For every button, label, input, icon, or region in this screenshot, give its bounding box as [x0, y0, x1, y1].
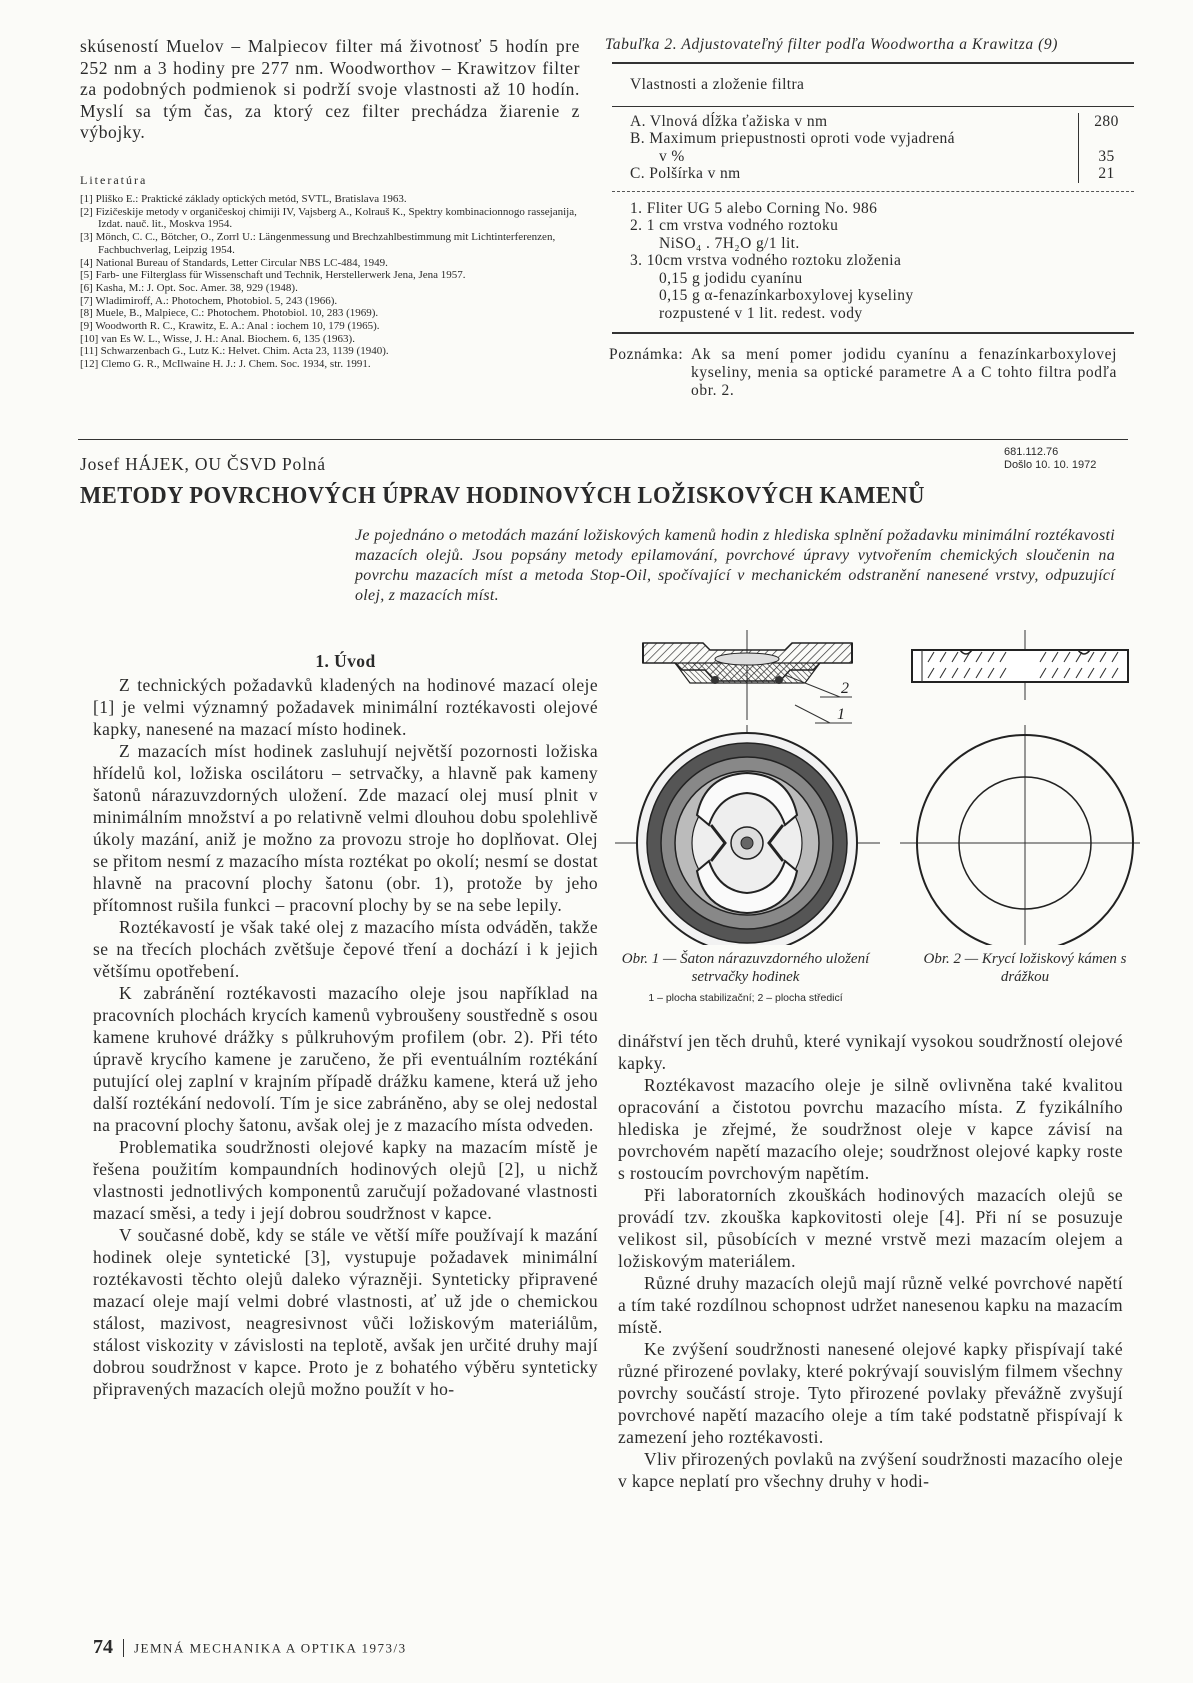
property-value: 21 [1098, 165, 1115, 182]
body-paragraph: dinářství jen těch druhů, které vynikají vysokou soudržností olejové kapky. [618, 1031, 1123, 1073]
body-paragraph: Při laboratorních zkouškách hodinových mazacích olejů se provádí tzv. zkouška kapkovitosti oleje [4]. Při ní se posuzuje velikost sil, působících v mezné vrstvě mezi mazacím olejem a ložiskovým materiálem. [618, 1185, 1123, 1271]
body-paragraph: Vliv přirozených povlaků na zvýšení soudržnosti mazacího oleje v kapce neplatí pro všechny druhy v hodi- [618, 1449, 1123, 1491]
body-column-left [93, 650, 598, 1400]
composition-line: 1. Fliter UG 5 alebo Corning No. 986 [630, 199, 878, 217]
property-label: C. Polšírka v nm [630, 165, 741, 182]
article-abstract: Je pojednáno o metodách mazání ložiskových kamenů hodin z hlediska splnění požadavku minimální roztékavosti mazacích olejů. Jsou popsány metody epilamování, povrchové úpravy vytvořením chemických sloučenin na povrchu mazacích míst a metoda Stop-Oil, spočívající v mechanickém odstranění nanesené vrstvy, odpuzující olej, z mazacích míst. [355, 527, 1115, 604]
received-date: Došlo 10. 10. 1972 [1004, 459, 1097, 471]
figure-2-cap-jewel [900, 625, 1140, 945]
note-text: Ak sa mení pomer jodidu cyanínu a fenazínkarboxylovej kyseliny, menia sa optické parametre A a C tohto filtra podľa obr. 2. [691, 346, 1117, 399]
body-paragraph: V současné době, kdy se stále ve větší míře používají k mazání hodinek oleje syntetické [3], vystupuje požadavek minimální roztékavosti těchto olejů daleko výrazněji. Synteticky připravené mazací oleje mají velmi dobré vlastnosti, ať už jde o chemickou stálost, mazivost, neagresivnost vůči ložiskovým materiálům, stálost viskozity v závislosti na teplotě, avšak jen určité druhy mají dobrou soudržnost v kapce. Proto je z bohatého výběru synteticky připravených mazacích olejů možno použít v ho- [93, 1225, 598, 1399]
body-paragraph: Z mazacích míst hodinek zasluhují největší pozornosti ložiska hřídelů kol, ložiska oscilátoru – setrvačky, a hlavně pak kameny šatonů nárazuvzdorných uložení. Zde mazací olej musí plnit v minimálním množství a po relativně velmi dlouhou dobu spolehlivě úkoly mazání, aniž je možno za provozu stroje ho doplňovat. Olej se přitom nesmí z mazacího místa roztékat po okolí; nesmí se dostat hlavně na pracovní plochy šatonu (obr. 1), protože by jeho přítomnost rušila funkci – pracovní plochy by se na sebe lepily. [93, 741, 598, 915]
journal-name: JEMNÁ MECHANIKA A OPTIKA 1973/3 [134, 1640, 407, 1656]
property-label: B. Maximum priepustnosti oproti vode vyjadrená [630, 130, 955, 147]
udc-code: 681.112.76 [1004, 446, 1059, 458]
literature-heading: Literatúra [80, 173, 148, 187]
table-header: Vlastnosti a zloženie filtra [612, 64, 1134, 107]
composition-line: rozpustené v 1 lit. redest. vody [659, 304, 863, 322]
reference-item: [8] Muele, B., Malpiece, C.: Photochem. Photobiol. 10, 283 (1969). [80, 307, 379, 320]
reference-item: [3] Mönch, C. C., Bötcher, O., Zorrl U.: Längenmessung und Brechzahlbestimmung mit Lichtinterferenzen, Fachbuchverlag, Leipzig 1954. [80, 231, 556, 256]
filter-table [612, 62, 1134, 334]
table-composition [612, 192, 1134, 333]
figure-2-caption: Obr. 2 — Krycí ložiskový kámen s drážkou [923, 951, 1127, 985]
reference-item: [6] Kasha, M.: J. Opt. Soc. Amer. 38, 929 (1948). [80, 281, 298, 294]
property-value: 280 [1094, 112, 1119, 130]
article-title: METODY POVRCHOVÝCH ÚPRAV HODINOVÝCH LOŽISKOVÝCH KAMENŮ [80, 483, 925, 509]
note-label: Poznámka: [609, 346, 684, 363]
table-caption: Tabuľka 2. Adjustovateľný filter podľa Woodwortha a Krawitza (9) [605, 36, 1059, 53]
body-paragraph: Roztékavostí je však také olej z mazacího místa odváděn, takže se na třecích plochách zvětšuje čepové tření a dochází i k jejich většímu opotřebení. [93, 917, 598, 981]
body-paragraph: Různé druhy mazacích olejů mají různě velké povrchové napětí a tím také rozdílnou schopnost udržet nanesenou kapku na mazacím místě. [618, 1273, 1123, 1337]
figure-1-caption: Obr. 1 — Šaton nárazuvzdorného uložení setrvačky hodinek [621, 951, 870, 985]
reference-item: [11] Schwarzenbach G., Lutz K.: Helvet. Chim. Acta 23, 1139 (1940). [80, 345, 389, 358]
article-divider [78, 439, 1128, 440]
body-column-right [618, 1030, 1123, 1492]
reference-item: [1] Pliško E.: Praktické základy optických metód, SVTL, Bratislava 1963. [80, 193, 407, 205]
body-paragraph: Ke zvýšení soudržnosti nanesené olejové kapky přispívají také různé přirozené povlaky, které pokrývají souvislým filmem všechny povrchy součástí stroje. Tyto přirozené povlaky převážně zvyšují povrchové napětí mazacího oleje a tím také podstatně přispívají k zamezení jeho roztékavosti. [618, 1339, 1123, 1447]
table-note [609, 346, 1117, 400]
figure-1-shaton [615, 625, 880, 945]
fig1-label-2: 2 [841, 680, 849, 697]
figure-1-legend: 1 – plocha stabilizační; 2 – plocha středicí [648, 992, 843, 1004]
reference-list [80, 193, 580, 371]
body-paragraph: Z technických požadavků kladených na hodinové mazací oleje [1] je velmi významný požadavek minimální roztékavosti olejové kapky, nanesené na mazací místo hodinek. [93, 675, 598, 739]
body-paragraph: Problematika soudržnosti olejové kapky na mazacím místě je řešena použitím kompaundních hodinových olejů [2], u nichž vlastnosti jednotlivých komponentů zaručují požadované vlastnosti mazací směsi, a tedy i její dobrou soudržnost v kapce. [93, 1137, 598, 1223]
composition-line: 0,15 g α-fenazínkarboxylovej kyseliny [659, 287, 914, 304]
property-value [1079, 130, 1134, 148]
property-value: 35 [1098, 147, 1115, 165]
body-paragraph: K zabránění roztékavosti mazacího oleje jsou například na pracovních plochách krycích kamenů vybroušeny soustředně s osou kamene kruhové drážky s půlkruhovým profilem (obr. 2). Při této úpravě krycího kamene je zaručeno, že při eventuálním roztékání putující olej zaplní v krajním případě drážku kamene, která už jeho další roztékání nedovolí. Tím je sice zabráněno, aby se olej nedostal na pracovní plochy šatonu, avšak olej je z mazacího místa odveden. [93, 983, 598, 1135]
reference-item: [5] Farb- une Filterglass für Wissenschaft und Technik, Herstellerwerk Jena, Jena 1957. [80, 269, 466, 282]
reference-item: [10] van Es W. L., Wisse, J. H.: Anal. Biochem. 6, 135 (1963). [80, 332, 355, 345]
property-label: v % [659, 147, 685, 165]
article-meta [1004, 446, 1096, 472]
composition-line: 0,15 g jodidu cyanínu [659, 269, 803, 287]
fig1-label-1: 1 [837, 706, 845, 723]
composition-line: 2. 1 cm vrstva vodného roztoku [630, 217, 839, 234]
intro-paragraph: skúseností Muelov – Malpiecov filter má životnosť 5 hodín pre 252 nm a 3 hodiny pre 277 nm. Woodworthov – Krawitzov filter za podobných podmienok si podrží svoje vlastnosti až 10 hodín. Myslí sa tým čas, za ktorý cez filter prechádza žiarenie z výbojky. [80, 36, 580, 142]
page-footer [93, 1636, 407, 1659]
body-paragraph: Roztékavost mazacího oleje je silně ovlivněna také kvalitou opracování a čistotou povrchu mazacího místa. Z fyzikálního hlediska je zřejmé, že soudržnost oleje v kapce závisí na povrchovém napětí mazacího oleje; soudržnost olejové kapky roste s rostoucím povrchovým napětím. [618, 1075, 1123, 1183]
table-properties [612, 107, 1134, 192]
reference-item: [2] Fizičeskije metody v organičeskoj chimiji IV, Vajsberg A., Kolrauš K., Spektry kombinacionnogo rassejanija, Izdat. nauč. lit., Moskva 1954. [80, 205, 577, 231]
article-author: Josef HÁJEK, OU ČSVD Polná [80, 454, 326, 474]
section-heading: 1. Úvod [315, 651, 376, 671]
footer-separator [123, 1639, 124, 1657]
reference-item: [12] Clemo G. R., McIlwaine H. J.: J. Chem. Soc. 1934, str. 1991. [80, 358, 371, 371]
page-number: 74 [93, 1636, 113, 1658]
composition-line: NiSO₄ . 7H₂O g/1 lit. [659, 234, 800, 252]
reference-item: [9] Woodworth R. C., Krawitz, E. A.: Anal : iochem 10, 179 (1965). [80, 320, 380, 333]
reference-item: [4] National Bureau of Standards, Letter Circular NBS LC-484, 1949. [80, 256, 388, 269]
composition-line: 3. 10cm vrstva vodného roztoku zloženia [630, 252, 902, 269]
property-label: A. Vlnová dĺžka ťažiska v nm [630, 112, 828, 130]
reference-item: [7] Wladimiroff, A.: Photochem, Photobiol. 5, 243 (1966). [80, 294, 338, 307]
